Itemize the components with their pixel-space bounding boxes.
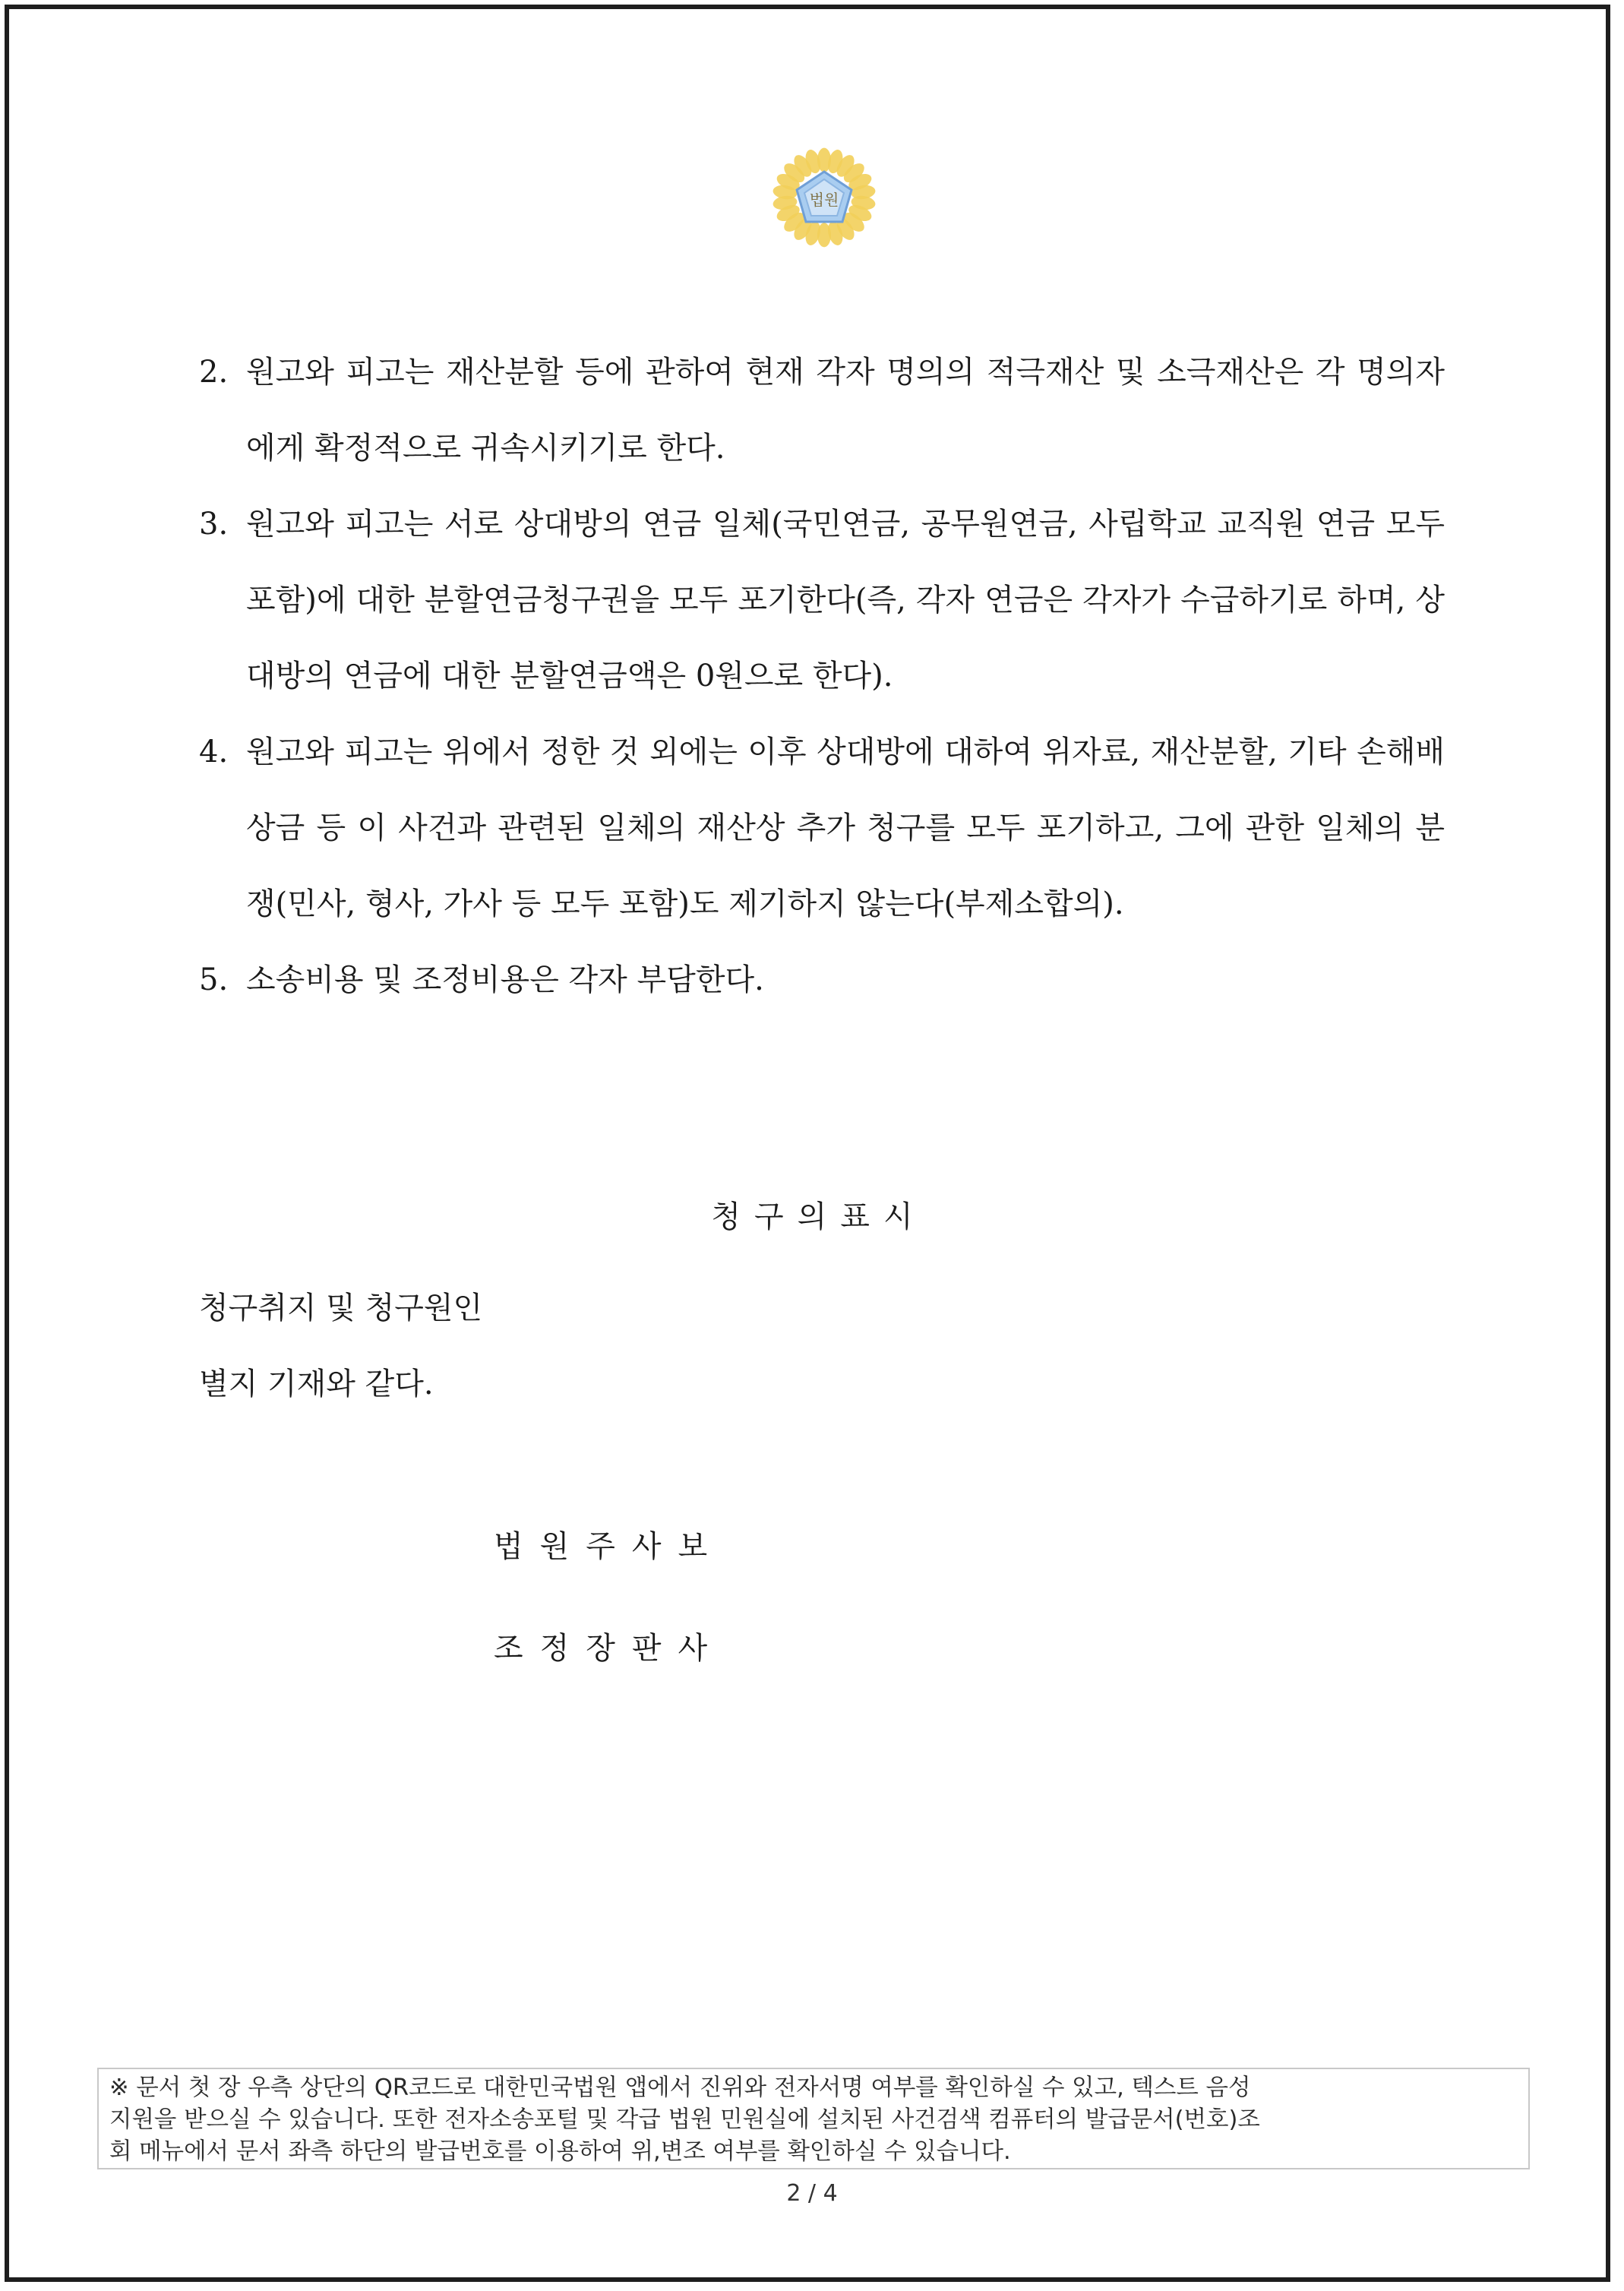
court-emblem-icon (748, 143, 900, 257)
list-item (199, 942, 1445, 1018)
claim-subject: 청구취지 및 청구원인 (199, 1291, 483, 1326)
notice-line: ※ 문서 첫 장 우측 상단의 QR코드로 대한민국법원 앱에서 진위와 전자서명 여부를 확인하실 수 있고, 텍스트 음성 (109, 2075, 1251, 2101)
clerk-title: 법원주사보 (494, 1529, 725, 1564)
item-text: 원고와 피고는 재산분할 등에 관하여 현재 각자 명의의 적극재산 및 소극재산은 각 명의자에게 확정적으로 귀속시키기로 한다. (246, 355, 1445, 466)
notice-line: 회 메뉴에서 문서 좌측 하단의 발급번호를 이용하여 위,변조 여부를 확인하실 수 있습니다. (109, 2138, 1011, 2165)
claim-reference: 별지 기재와 같다. (199, 1367, 434, 1401)
claim-heading: 청구의표시 (711, 1199, 927, 1234)
judge-title: 조정장판사 (494, 1631, 725, 1666)
agreement-items (199, 334, 1445, 1018)
item-text: 소송비용 및 조정비용은 각자 부담한다. (246, 962, 764, 997)
list-item (199, 334, 1445, 486)
item-number: 2. (199, 355, 229, 390)
item-number: 4. (199, 735, 229, 769)
list-item (199, 714, 1445, 942)
item-number: 5. (199, 962, 229, 997)
item-number: 3. (199, 507, 229, 542)
item-text: 원고와 피고는 위에서 정한 것 외에는 이후 상대방에 대하여 위자료, 재산분할, 기타 손해배상금 등 이 사건과 관련된 일체의 재산상 추가 청구를 모두 포기하고, 그에 관한 일체의 분쟁(민사, 형사, 가사 등 모두 포함)도 제기하지 않는다(부제소합의). (246, 735, 1445, 921)
list-item (199, 486, 1445, 714)
verification-notice (97, 2068, 1530, 2169)
item-text: 원고와 피고는 서로 상대방의 연금 일체(국민연금, 공무원연금, 사립학교 교직원 연금 모두 포함)에 대한 분할연금청구권을 모두 포기한다(즉, 각자 연금은 각자가 수급하기로 하며, 상대방의 연금에 대한 분할연금액은 0원으로 한다). (246, 507, 1445, 694)
notice-line: 지원을 받으실 수 있습니다. 또한 전자소송포털 및 각급 법원 민원실에 설치된 사건검색 컴퓨터의 발급문서(번호)조 (109, 2106, 1260, 2133)
page-number: 2 / 4 (786, 2180, 838, 2207)
emblem-text: 법원 (809, 191, 839, 209)
